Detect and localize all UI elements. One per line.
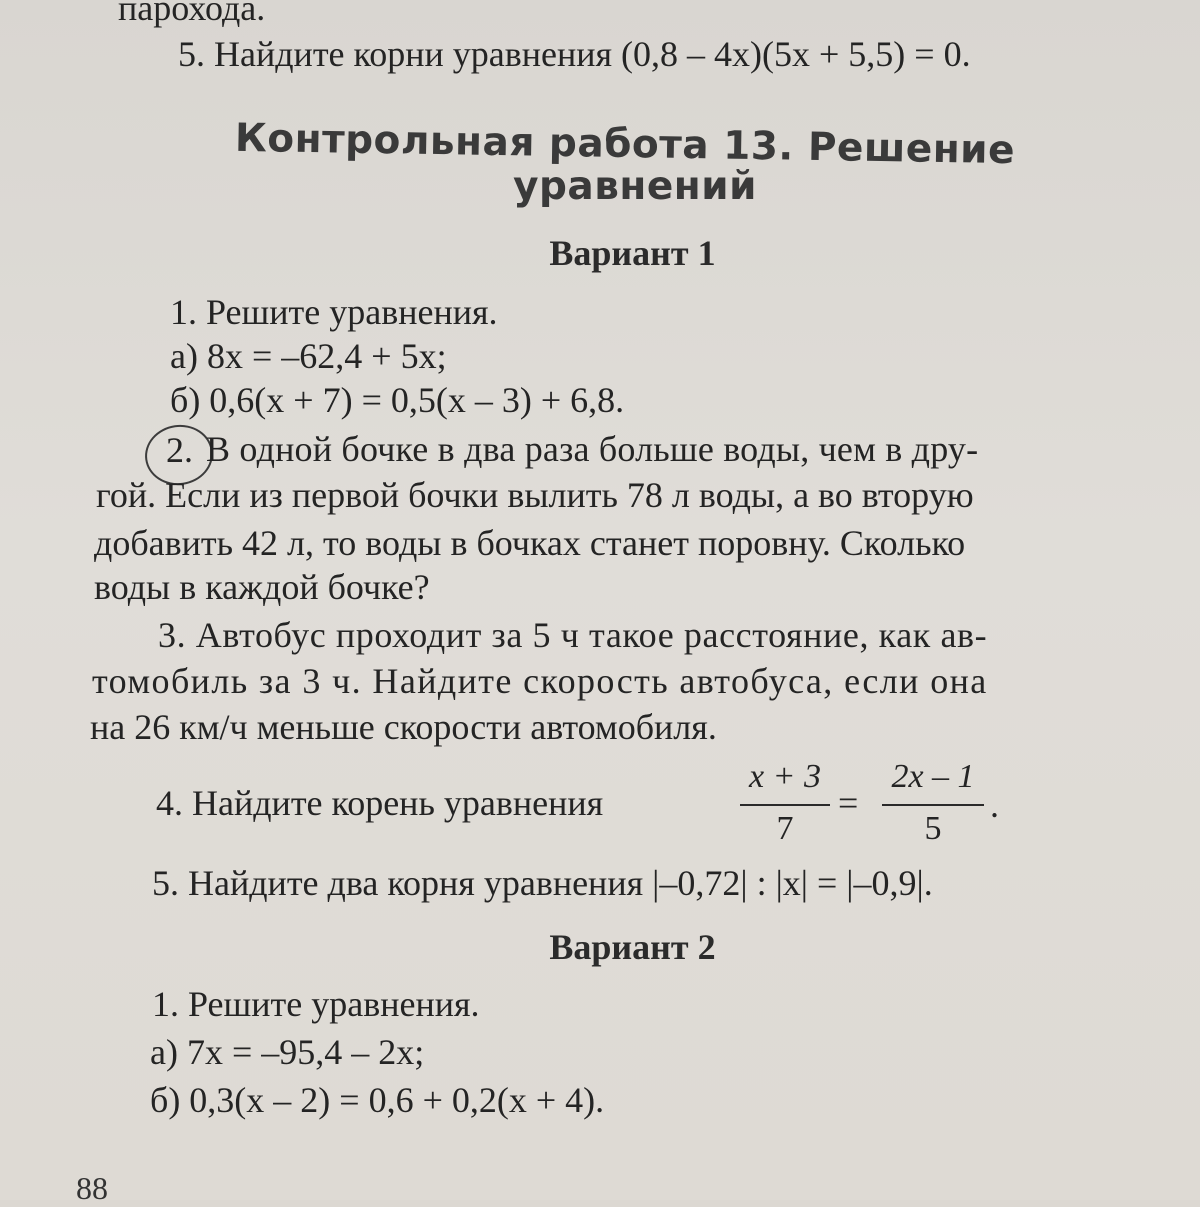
v1-task-2-line-3: добавить 42 л, то воды в бочках станет поровну. Сколько [94,523,966,563]
variant-2-title: Вариант 2 [549,927,716,967]
v1-task-3-line-1: 3. Автобус проходит за 5 ч такое расстояние, как ав- [158,615,988,655]
prev-section-task-5: 5. Найдите корни уравнения (0,8 – 4x)(5x + 5,5) = 0. [178,34,971,74]
v1-task-3-line-3: на 26 км/ч меньше скорости автомобиля. [90,707,717,747]
v1-task-4-period: . [990,785,999,825]
left-fraction-bar [740,804,830,806]
variant-1-title: Вариант 1 [549,233,716,273]
v1-task-4-equals: = [838,783,859,823]
page-number: 88 [76,1170,108,1206]
v1-task-5: 5. Найдите два корня уравнения |–0,72| : |x| = |–0,9|. [152,863,933,903]
test-title-line-2: уравнений [513,164,757,209]
v1-task-2-line-4: воды в каждой бочке? [94,567,430,607]
right-numerator: 2x – 1 [891,758,975,795]
right-denominator: 5 [924,810,942,847]
v1-task-4-left-fraction [740,758,830,858]
v1-task-4-right-fraction [882,758,984,858]
v1-task-2-number: 2. [166,430,193,470]
test-title-line-1: Контрольная работа 13. Решение [234,115,1016,174]
v1-task-2-line-2: гой. Если из первой бочки вылить 78 л воды, а во вторую [96,475,974,515]
v1-task-3-line-2: томобиль за 3 ч. Найдите скорость автобуса, если она [92,661,988,701]
v1-task-4-text: 4. Найдите корень уравнения [156,783,604,823]
v1-task-1a: а) 8x = –62,4 + 5x; [170,336,447,376]
right-fraction-bar [882,804,984,806]
v2-task-1b: б) 0,3(x – 2) = 0,6 + 0,2(x + 4). [150,1080,605,1120]
v2-task-1a: а) 7x = –95,4 – 2x; [150,1032,425,1072]
left-numerator: x + 3 [748,758,822,795]
v1-task-1: 1. Решите уравнения. [170,292,498,332]
v2-task-1: 1. Решите уравнения. [152,984,480,1024]
prev-section-tail: парохода. [118,0,266,28]
left-denominator: 7 [776,810,794,847]
v1-task-2-line-1: В одной бочке в два раза больше воды, чем в дру- [206,429,979,469]
v1-task-1b: б) 0,6(x + 7) = 0,5(x – 3) + 6,8. [170,380,625,420]
